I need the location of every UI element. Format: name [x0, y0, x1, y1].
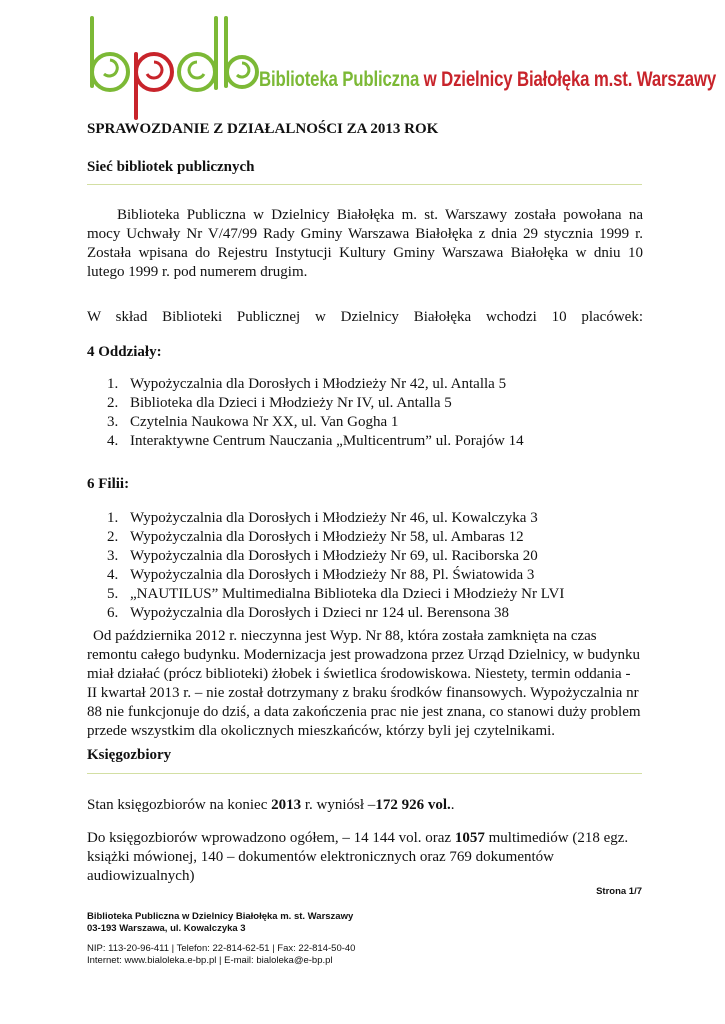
acquisitions-multimedia-count: 1057 [454, 830, 485, 846]
footer-web: Internet: www.bialoleka.e-bp.pl | E-mail: bialoleka@e-bp.pl [87, 955, 333, 966]
footer-contact: NIP: 113-20-96-411 | Telefon: 22-814-62-51 | Fax: 22-814-50-40 [87, 943, 356, 954]
list-item: 2. Wypożyczalnia dla Dorosłych i Młodzieży Nr 58, ul. Ambaras 12 [107, 529, 524, 545]
list-item: 1. Wypożyczalnia dla Dorosłych i Młodzieży Nr 42, ul. Antalla 5 [107, 376, 507, 392]
list-item: 4. Wypożyczalnia dla Dorosłych i Młodzieży Nr 88, Pl. Światowida 3 [107, 567, 535, 583]
intro-paragraph: Biblioteka Publiczna w Dzielnicy Białołęka m. st. Warszawy została powołana na mocy Uchwały Nr V/47/99 Rady Gminy Warszawa Białołęka z dnia 29 stycznia 1999 r. Została wpisana do Rejestru Instytucji Kultury Gminy Warszawa Białołęka w dniu 10 lutego 1999 r. pod numerem drugim. [87, 207, 643, 280]
footer-org-name: Biblioteka Publiczna w Dzielnicy Białołęka m. st. Warszawy [87, 911, 354, 922]
list-item-text: Interaktywne Centrum Nauczania „Multicentrum” ul. Porajów 14 [130, 433, 524, 449]
list-item-text: Wypożyczalnia dla Dorosłych i Młodzieży Nr 58, ul. Ambaras 12 [130, 529, 524, 545]
collection-total-prefix: Stan księgozbiorów na koniec [87, 797, 272, 813]
bpdb-logo-mark-icon [84, 14, 259, 124]
list-item-text: „NAUTILUS” Multimedialna Biblioteka dla Dzieci i Młodzieży Nr LVI [130, 586, 565, 602]
list-item: 3. Wypożyczalnia dla Dorosłych i Młodzieży Nr 69, ul. Raciborska 20 [107, 548, 538, 564]
page-number: Strona 1/7 [596, 886, 642, 897]
report-title: SPRAWOZDANIE Z DZIAŁALNOŚCI ZA 2013 ROK [87, 121, 439, 137]
list-item-text: Wypożyczalnia dla Dorosłych i Dzieci nr 124 ul. Berensona 38 [130, 605, 509, 621]
collection-total-value: 172 926 vol. [375, 797, 451, 813]
list-item: 2. Biblioteka dla Dzieci i Młodzieży Nr IV, ul. Antalla 5 [107, 395, 452, 411]
list-item-text: Wypożyczalnia dla Dorosłych i Młodzieży Nr 46, ul. Kowalczyka 3 [130, 510, 538, 526]
collection-total-line [87, 796, 454, 815]
list-item-text: Wypożyczalnia dla Dorosłych i Młodzieży Nr 42, ul. Antalla 5 [130, 376, 507, 392]
brand-name-part1: Biblioteka Publiczna [259, 68, 420, 91]
collection-total-mid: r. wyniósł – [301, 797, 376, 813]
footer-address: 03-193 Warszawa, ul. Kowalczyka 3 [87, 923, 246, 934]
oddzialy-heading: 4 Oddziały: [87, 344, 162, 360]
list-item: 5. „NAUTILUS” Multimedialna Biblioteka dla Dzieci i Młodzieży Nr LVI [107, 586, 565, 602]
filie-heading: 6 Filii: [87, 476, 130, 492]
list-item-text: Czytelnia Naukowa Nr XX, ul. Van Gogha 1 [130, 414, 399, 430]
library-name [259, 68, 716, 92]
library-logo [84, 14, 717, 124]
collection-total-year: 2013 [271, 797, 302, 813]
list-item: 3. Czytelnia Naukowa Nr XX, ul. Van Gogha 1 [107, 414, 399, 430]
acquisitions-paragraph [87, 829, 643, 886]
section-divider [87, 184, 642, 185]
section-heading-collections: Księgozbiory [87, 747, 172, 763]
acquisitions-suffix: multimediów (218 egz. książki mówionej, 140 – dokumentów elektronicznych oraz 769 dokumentów audiowizualnych) [87, 830, 629, 884]
list-item: 1. Wypożyczalnia dla Dorosłych i Młodzieży Nr 46, ul. Kowalczyka 3 [107, 510, 538, 526]
filie-list [87, 509, 643, 623]
collection-total-suffix: . [450, 797, 455, 813]
list-item: 4. Interaktywne Centrum Nauczania „Multicentrum” ul. Porajów 14 [107, 433, 524, 449]
oddzialy-list [87, 375, 643, 451]
list-item-text: Biblioteka dla Dzieci i Młodzieży Nr IV, ul. Antalla 5 [130, 395, 452, 411]
list-item-text: Wypożyczalnia dla Dorosłych i Młodzieży Nr 88, Pl. Światowida 3 [130, 567, 535, 583]
section-heading-network: Sieć bibliotek publicznych [87, 159, 255, 175]
composition-line: W skład Biblioteki Publicznej w Dzielnicy Białołęka wchodzi 10 placówek: [87, 309, 643, 325]
section-divider [87, 773, 642, 774]
closure-note-paragraph: Od października 2012 r. nieczynna jest Wyp. Nr 88, która została zamknięta na czas remontu całego budynku. Modernizacja jest prowadzona przez Urząd Dzielnicy, w budynku miał działać (prócz biblioteki) żłobek i świetlica środowiskowa. Niestety, termin oddania - II kwartał 2013 r. – nie został dotrzymany z braku środków finansowych. Wypożyczalnia nr 88 nie funkcjonuje do dziś, a data zakończenia prac nie jest znana, co stanowi duży problem przede wszystkim dla okolicznych mieszkańców, którzy byli jej czytelnikami. [87, 628, 641, 739]
list-item: 6. Wypożyczalnia dla Dorosłych i Dzieci nr 124 ul. Berensona 38 [107, 605, 509, 621]
brand-name-part2: w Dzielnicy Białołęka m.st. Warszawy [419, 68, 717, 91]
acquisitions-prefix: Do księgozbiorów wprowadzono ogółem, – 14 144 vol. oraz [87, 830, 455, 846]
list-item-text: Wypożyczalnia dla Dorosłych i Młodzieży Nr 69, ul. Raciborska 20 [130, 548, 538, 564]
